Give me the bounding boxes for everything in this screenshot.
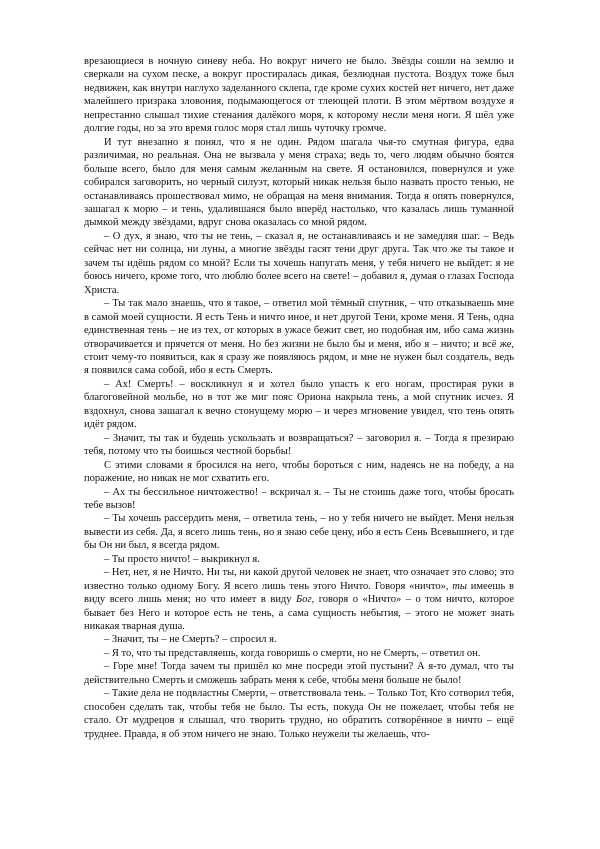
paragraph: – Я то, что ты представляешь, когда говоришь о смерти, но не Смерть, – ответил он.: [104, 647, 481, 659]
paragraph: – Ты так мало знаешь, что я такое, – ответил мой тёмный спутник, – что отказываешь мне в самой моей сущности. Я есть Тень и ничто иное, и нет другой Тени, кроме меня. Я Тень, одна единственная тень – не из тех, от которых в ужасе бежит свет, но подобная им, ибо сама жизнь отворачивается и прячется от меня. Но без жизни не было бы и меня, ибо я – ничто; и всё же, стоит чему-то появиться, как я сразу же появляюсь рядом, и мне не нужен был создатель, ведь я появился сама собой, ибо я есть Смерть.: [84, 298, 514, 377]
paragraph: – Горе мне! Тогда зачем ты пришёл ко мне посреди этой пустыни? А я-то думал, что ты действительно Смерть и сможешь забрать меня к себе, чтобы меня больше не было!: [84, 661, 514, 686]
paragraph: – Значит, ты так и будешь ускользать и возвращаться? – заговорил я. – Тогда я презираю тебя, потому что ты боишься честной борьбы!: [84, 432, 514, 458]
paragraph: – Ты хочешь рассердить меня, – ответила тень, – но у тебя ничего не выйдет. Меня нельзя вывести из себя. Да, я всего лишь тень, но я знаю себе цену, ибо я есть Сень Всевышнего, и где бы Он ни был, я всегда рядом.: [84, 513, 514, 552]
paragraph: И тут внезапно я понял, что я не один. Рядом шагала чья-то смутная фигура, едва различимая, но реальная. Она не вызвала у меня страха; ведь то, чего людям обычно боятся больше всего, было для меня самым желанным на свете. Я остановился, повернулся и уже собирался заговорить, но черный силуэт, который никак нельзя было назвать просто тенью, не останавливаясь прошествовал мимо, не обращая на меня внимания. Тогда я опять повернулся, зашагал к морю – и тень, удалившаяся было вперёд настолько, что казалась лишь туманной дымкой между звёздами, вдруг снова оказалась со мной рядом.: [84, 136, 514, 229]
paragraph: – Нет, нет, я не Ничто. Ни ты, ни какой другой человек не знает, что означает это слово; это известно только одному Богу. Я всего лишь тень этого Ничто. Говоря «ничто», ты имеешь в виду всего лишь меня; но что имеет в виду Бог, говоря о «Ничто» – о том ничто, которое бывает без Него и которое есть не тень, а сама сущность небытия, – этого не может знать никакая тварная душа.: [84, 567, 514, 633]
paragraph: – Ах ты бессильное ничтожество! – вскричал я. – Ты не стоишь даже того, чтобы бросать тебе вызов!: [84, 486, 514, 511]
paragraph: врезающиеся в ночную синеву неба. Но вокруг ничего не было. Звёзды сошли на землю и сверкали на сухом песке, а вокруг простиралась дикая, безлюдная пустота. Воздух тоже был недвижен, как внутри наглухо заделанного склепа, где кроме сухих костей нет ничего, нет даже малейшего призрака зловония, подымающегося от тлеющей плоти. В этом мёртвом воздухе я непрестанно слышал тихие стенания далёкого моря, к которому несли меня ноги. Я шёл уже долгие годы, но за это время голос моря стал лишь чуточку громче.: [84, 56, 514, 135]
paragraph: – О дух, я знаю, что ты не тень, – сказал я, не останавливаясь и не замедляя шаг. – Ведь сейчас нет ни солнца, ни луны, а многие звёзды гасят тени друг друга. Так что же ты такое и зачем ты идёшь рядом со мной? Если ты хочешь напугать меня, у тебя ничего не выйдет: я не боюсь ничего, кроме того, что люблю более всего на свете! – добавил я, думая о глазах Господа Христа.: [84, 230, 514, 296]
document-page: [84, 55, 514, 741]
paragraph: – Ты просто ничто! – выкрикнул я.: [104, 553, 260, 565]
paragraph: – Такие дела не подвластны Смерти, – ответствовала тень. – Только Тот, Кто сотворил тебя, способен сделать так, чтобы тебя не было. Ты есть, покуда Он не пожелает, чтобы тебя не стало. От мудрецов я слышал, что творить трудно, но обратить сотворённое в ничто – ещё труднее. Правда, я об этом ничего не знаю. Только неужели ты желаешь, что-: [84, 688, 514, 740]
paragraph: – Значит, ты – не Смерть? – спросил я.: [104, 634, 277, 646]
paragraph: – Ах! Смерть! – воскликнул я и хотел было упасть к его ногам, простирая руки в благоговейной мольбе, но в тот же миг пояс Ориона накрыла тень, а мой спутник исчез. Я вздохнул, снова зашагал к вечно стонущему морю – и через мгновение увидел, что тень опять идёт рядом.: [84, 378, 514, 431]
paragraph: С этими словами я бросился на него, чтобы бороться с ним, надеясь не на победу, а на поражение, но никак не мог схватить его.: [84, 459, 514, 485]
